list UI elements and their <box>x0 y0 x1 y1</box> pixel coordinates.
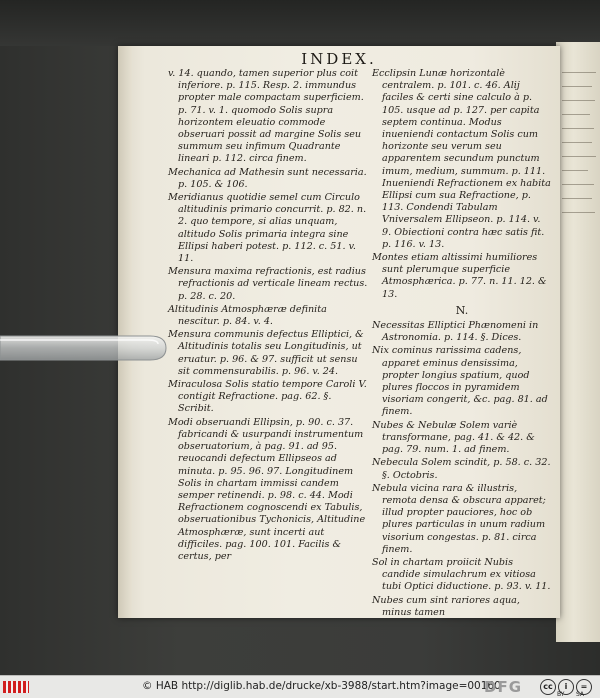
index-entry: Nubes & Nebulæ Solem variè transformane, pag. 41. & 42. & pag. 79. num. 1. ad finem. <box>372 419 535 456</box>
index-entry: Modi obseruandi Ellipsin, p. 90. c. 37. fabricandi & usurpandi instrumentum obseruatorium, à pag. 91. ad 95. reuocandi defectum Ellipseos ad minuta. p. 95. 96. 97. Longitudinem Solis in chartam immissi candem semper retinendi. p. 98. c. 44. Modi Refractionem cognoscendi ex Tabulis, obseruationibus Tychonicis, Altitudine Atmosphæræ, sunt incerti aut difficiles. pag. 100. 101. Facilis & certus, per <box>168 416 366 562</box>
index-entry: Mensura communis defectus Elliptici, & Altitudinis totalis seu Longitudinis, ut eruatur. p. 96. & 97. sufficit ut sensu sit commensurabilis. p. 96. v. 24. <box>168 329 364 377</box>
page-header: INDEX. <box>301 50 377 68</box>
section-letter: N. <box>455 303 469 317</box>
index-entry: Nubes cum sint rariores aqua, minus tamen <box>372 594 520 618</box>
index-entry: Meridianus quotidie semel cum Circulo altitudinis primario concurrit. p. 82. n. 2. quo tempore, si alias unquam, altitudo Solis primaria integra sine Ellipsi haberi potest. p. 112. c. 51. v. 11. <box>168 192 367 265</box>
left-column <box>168 68 368 564</box>
index-entry: Nebula vicina rara & illustris, remota densa & obscura apparet; illud propter pauciores, hoc ob plures particulas in unum radium visorium congestas. p. 81. circa finem. <box>372 482 546 555</box>
index-entry: Mechanica ad Mathesin sunt necessaria. p. 105. & 106. <box>168 166 367 190</box>
copyright-link[interactable]: © HAB http://diglib.hab.de/drucke/xb-3988/start.htm?image=00160 <box>142 680 501 692</box>
dfg-logo: DFG <box>484 678 523 696</box>
index-entry: v. 14. quando, tamen superior plus coit inferiore. p. 115. Resp. 2. immundus propter male compactam superficiem. p. 71. v. 1. quomodo Solis supra horizontem eleuatio commode obseruari possit ad margine Solis seu summum seu infimum Quadrante lineari p. 112. circa finem. <box>168 68 364 165</box>
index-entry: Ecclipsin Lunæ horizontalè centralem. p. 101. c. 46. Alij faciles & certi sine calculo à p. 105. usque ad p. 127. per capita septem continua. Modus inueniendi contactum Solis cum horizonte seu verum seu apparentem secundum punctum imum, medium, summum. p. 111. Inueniendi Refractionem ex habita Ellipsi cum sua Refractione, p. 113. Condendi Tabulam Vniversalem Ellipseon. p. 114. v. 9. Obiectioni contra hæc satis fit. p. 116. v. 13. <box>372 68 551 250</box>
cc-by-label: BY <box>557 691 565 698</box>
book-page <box>118 46 560 618</box>
viewer-footer <box>0 675 600 698</box>
adjacent-page-edge <box>556 42 600 642</box>
index-entry: Nix cominus rarissima cadens, apparet eminus densissima, propter longius spatium, quod plures floccos in pyramidem visoriam congerit, &c. pag. 81. ad finem. <box>372 345 548 418</box>
right-column <box>372 68 552 620</box>
by-attribution-icon: i <box>558 679 574 695</box>
index-entry: Altitudinis Atmosphæræ definita nescitur. p. 84. v. 4. <box>168 303 327 328</box>
index-entry: Mensura maxima refractionis, est radius refractionis ad verticale lineam rectus. p. 28. c. 20. <box>168 266 368 302</box>
index-entry: Nebecula Solem scindit, p. 58. c. 32. §. Octobris. <box>372 457 551 481</box>
index-entry: Sol in chartam proiicit Nubis candide simulachrum ex vitiosa tubi Optici diductione. p. 93. v. 11. <box>372 556 551 593</box>
cc-sa-label: SA <box>576 691 585 698</box>
index-entry: Necessitas Elliptici Phænomeni in Astronomia. p. 114. §. Dices. <box>372 320 539 344</box>
index-entry: Montes etiam altissimi humiliores sunt plerumque superficie Atmosphærica. p. 77. n. 11. 12. & 13. <box>372 252 547 300</box>
page-holder-clip <box>0 330 170 366</box>
cc-license-icon: cc <box>540 679 556 695</box>
index-entry: Miraculosa Solis statio tempore Caroli V. contigit Refractione. pag. 62. §. Scribit. <box>168 379 367 415</box>
flag-icon <box>3 681 29 693</box>
share-alike-icon: = <box>576 679 592 695</box>
scanner-backdrop-top <box>0 0 600 46</box>
